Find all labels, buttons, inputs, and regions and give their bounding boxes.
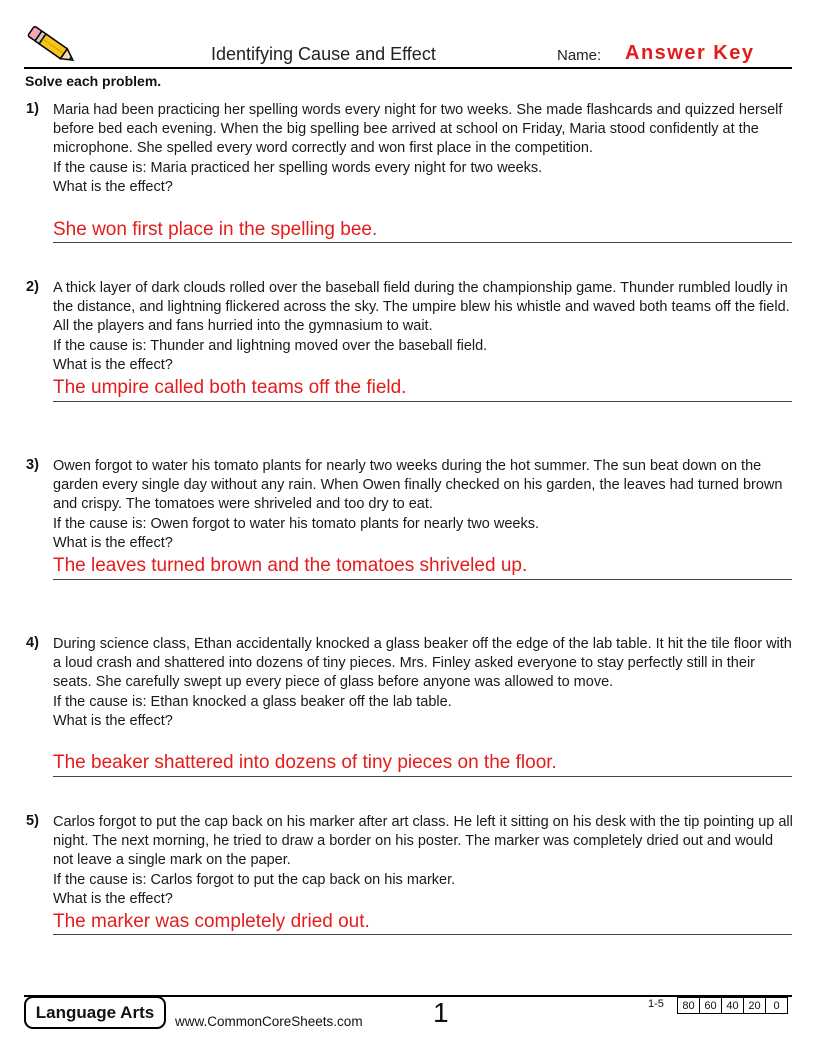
answer-text: The marker was completely dried out. xyxy=(53,911,370,932)
answer-text: The umpire called both teams off the field. xyxy=(53,377,407,398)
worksheet-header xyxy=(0,0,816,70)
answer-text: The beaker shattered into dozens of tiny pieces on the floor. xyxy=(53,752,557,773)
page-number: 1 xyxy=(433,997,449,1028)
problem-passage: Owen forgot to water his tomato plants for nearly two weeks during the hot summer. The sun beat down on the garden every single day without any rain. When Owen finally checked on his garden, the leaves had turned brown and crispy. The tomatoes were shriveled and too dry to eat. xyxy=(53,458,783,513)
answer-line xyxy=(53,242,792,243)
score-cell: 0 xyxy=(766,998,788,1014)
problem-text xyxy=(53,813,793,909)
problem-text xyxy=(53,101,793,197)
problem-number: 1) xyxy=(26,101,39,117)
name-label: Name: xyxy=(557,47,602,64)
problem-question: What is the effect? xyxy=(53,534,173,551)
problem-text xyxy=(53,279,793,375)
header-divider xyxy=(24,67,792,69)
problem-passage: Maria had been practicing her spelling words every night for two weeks. She made flashcards and quizzed herself before bed each evening. When the big spelling bee arrived at school on Friday, Maria stood confidently at the microphone. She spelled every word correctly and won first place in the competition. xyxy=(53,102,783,157)
score-cell: 60 xyxy=(700,998,722,1014)
problem-question: What is the effect? xyxy=(53,890,173,907)
problem-number: 3) xyxy=(26,457,39,473)
answer-line xyxy=(53,579,792,580)
website-url: www.CommonCoreSheets.com xyxy=(175,1014,363,1029)
answer-line xyxy=(53,934,792,935)
score-range-label: 1-5 xyxy=(648,998,664,1010)
answer-key-label: Answer Key xyxy=(625,42,755,64)
problem-cause: If the cause is: Ethan knocked a glass beaker off the lab table. xyxy=(53,693,452,710)
problem-question: What is the effect? xyxy=(53,356,173,373)
worksheet-title: Identifying Cause and Effect xyxy=(211,44,436,64)
problem-number: 2) xyxy=(26,279,39,295)
score-cell: 20 xyxy=(744,998,766,1014)
score-cell: 80 xyxy=(678,998,700,1014)
answer-text: The leaves turned brown and the tomatoes shriveled up. xyxy=(53,555,528,576)
problem-cause: If the cause is: Thunder and lightning moved over the baseball field. xyxy=(53,337,488,354)
problem-cause: If the cause is: Owen forgot to water his tomato plants for nearly two weeks. xyxy=(53,515,539,532)
pencil-icon xyxy=(22,24,80,68)
problem-question: What is the effect? xyxy=(53,178,173,195)
problem-passage: During science class, Ethan accidentally knocked a glass beaker off the edge of the lab table. It hit the tile floor with a loud crash and shattered into dozens of tiny pieces. Mrs. Finley asked everyone to stay perfectly still in their seats. She carefully swept up every piece of glass before anyone was allowed to move. xyxy=(53,636,792,691)
instructions: Solve each problem. xyxy=(25,73,162,89)
subject-badge: Language Arts xyxy=(24,996,166,1029)
score-cell: 40 xyxy=(722,998,744,1014)
problem-text xyxy=(53,457,793,553)
answer-line xyxy=(53,401,792,402)
answer-line xyxy=(53,776,792,777)
answer-text: She won first place in the spelling bee. xyxy=(53,219,378,240)
problem-question: What is the effect? xyxy=(53,712,173,729)
score-table xyxy=(677,997,788,1014)
problem-number: 5) xyxy=(26,813,39,829)
problem-number: 4) xyxy=(26,635,39,651)
problem-cause: If the cause is: Maria practiced her spelling words every night for two weeks. xyxy=(53,159,543,176)
problem-passage: A thick layer of dark clouds rolled over the baseball field during the championship game. Thunder rumbled loudly in the distance, and lightning flickered across the sky. The umpire blew his whistle and waved both teams off the field. All the players and fans hurried into the gymnasium to wait. xyxy=(53,280,790,335)
problem-passage: Carlos forgot to put the cap back on his marker after art class. He left it sitting on his desk with the tip pointing up all night. The next morning, he tried to draw a border on his poster. The marker was completely dried out and would not leave a single mark on the paper. xyxy=(53,814,793,869)
problem-text xyxy=(53,635,793,731)
problem-cause: If the cause is: Carlos forgot to put the cap back on his marker. xyxy=(53,871,456,888)
